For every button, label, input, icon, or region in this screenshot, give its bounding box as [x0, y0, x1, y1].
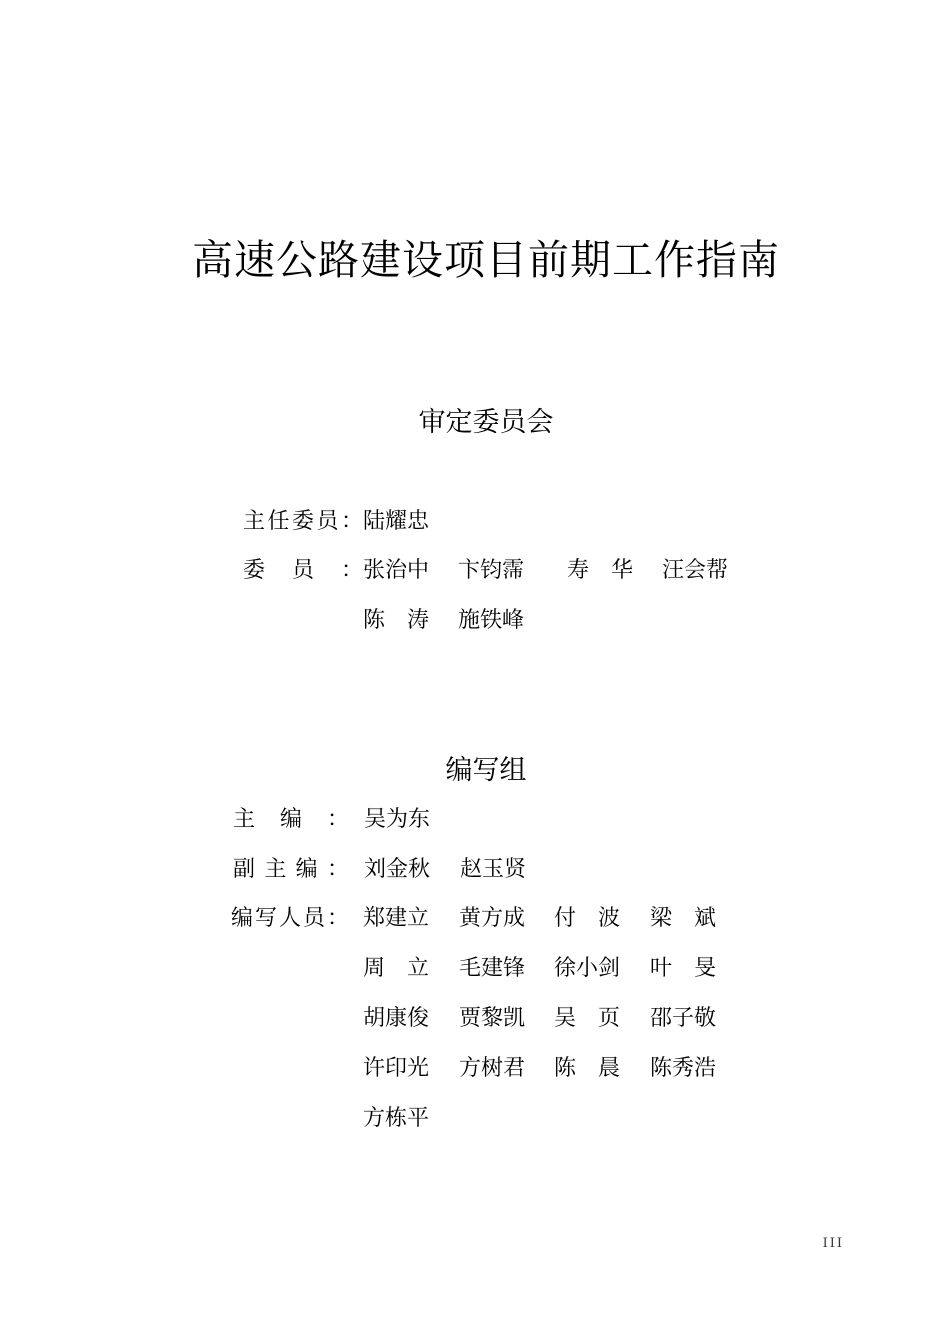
book-title: 高速公路建设项目前期工作指南	[192, 236, 780, 284]
writers-role: 编 写 人 员 ：	[231, 906, 349, 931]
committee-member-name: 陈 涛	[363, 608, 430, 633]
chief-editor-role: 主 编 ：	[233, 807, 349, 832]
writer-name: 许印光	[363, 1056, 430, 1081]
writers-row	[231, 954, 731, 984]
committee-member-name: 寿 华	[567, 558, 634, 583]
writer-name: 毛建锋	[459, 956, 526, 981]
committee-members-row	[243, 556, 743, 586]
deputy-editors-role: 副 主 编 ：	[233, 857, 349, 882]
page-number: III	[822, 1236, 844, 1251]
committee-members-row	[243, 606, 743, 636]
writer-name: 陈 晨	[554, 1056, 621, 1081]
writer-name: 陈秀浩	[650, 1056, 717, 1081]
committee-member-name: 汪会帮	[662, 558, 729, 583]
writer-name: 吴 页	[554, 1006, 621, 1031]
writer-name: 付 波	[554, 906, 621, 931]
writers-row	[231, 1004, 731, 1034]
writers-row	[231, 904, 731, 934]
committee-director-role: 主 任 委 员 ：	[243, 509, 363, 534]
writers-row	[231, 1104, 731, 1134]
writer-name: 徐小剑	[554, 956, 621, 981]
chief-editor-name: 吴为东	[364, 807, 431, 832]
writer-name: 叶 旻	[650, 956, 717, 981]
committee-heading: 审定委员会	[418, 407, 554, 438]
committee-member-name: 张治中	[363, 558, 430, 583]
writer-name: 贾黎凯	[459, 1006, 526, 1031]
committee-members-role: 委 员 ：	[243, 558, 363, 583]
writers-row	[231, 1054, 731, 1084]
deputy-editor-name: 刘金秋	[364, 857, 431, 882]
writer-name: 方栋平	[363, 1106, 430, 1131]
writer-name: 邵子敬	[650, 1006, 717, 1031]
writer-name: 周 立	[363, 956, 430, 981]
chief-editor-row	[233, 805, 733, 835]
deputy-editor-name: 赵玉贤	[460, 857, 527, 882]
committee-member-name: 施铁峰	[458, 608, 525, 633]
writer-name: 方树君	[459, 1056, 526, 1081]
deputy-editors-row	[233, 855, 733, 885]
writing-group-heading: 编写组	[445, 755, 527, 786]
committee-director-name: 陆耀忠	[363, 509, 430, 534]
writer-name: 黄方成	[459, 906, 526, 931]
writer-name: 郑建立	[363, 906, 430, 931]
committee-director-row	[243, 507, 743, 537]
writer-name: 梁 斌	[650, 906, 717, 931]
committee-member-name: 卞钧霈	[458, 558, 525, 583]
writer-name: 胡康俊	[363, 1006, 430, 1031]
